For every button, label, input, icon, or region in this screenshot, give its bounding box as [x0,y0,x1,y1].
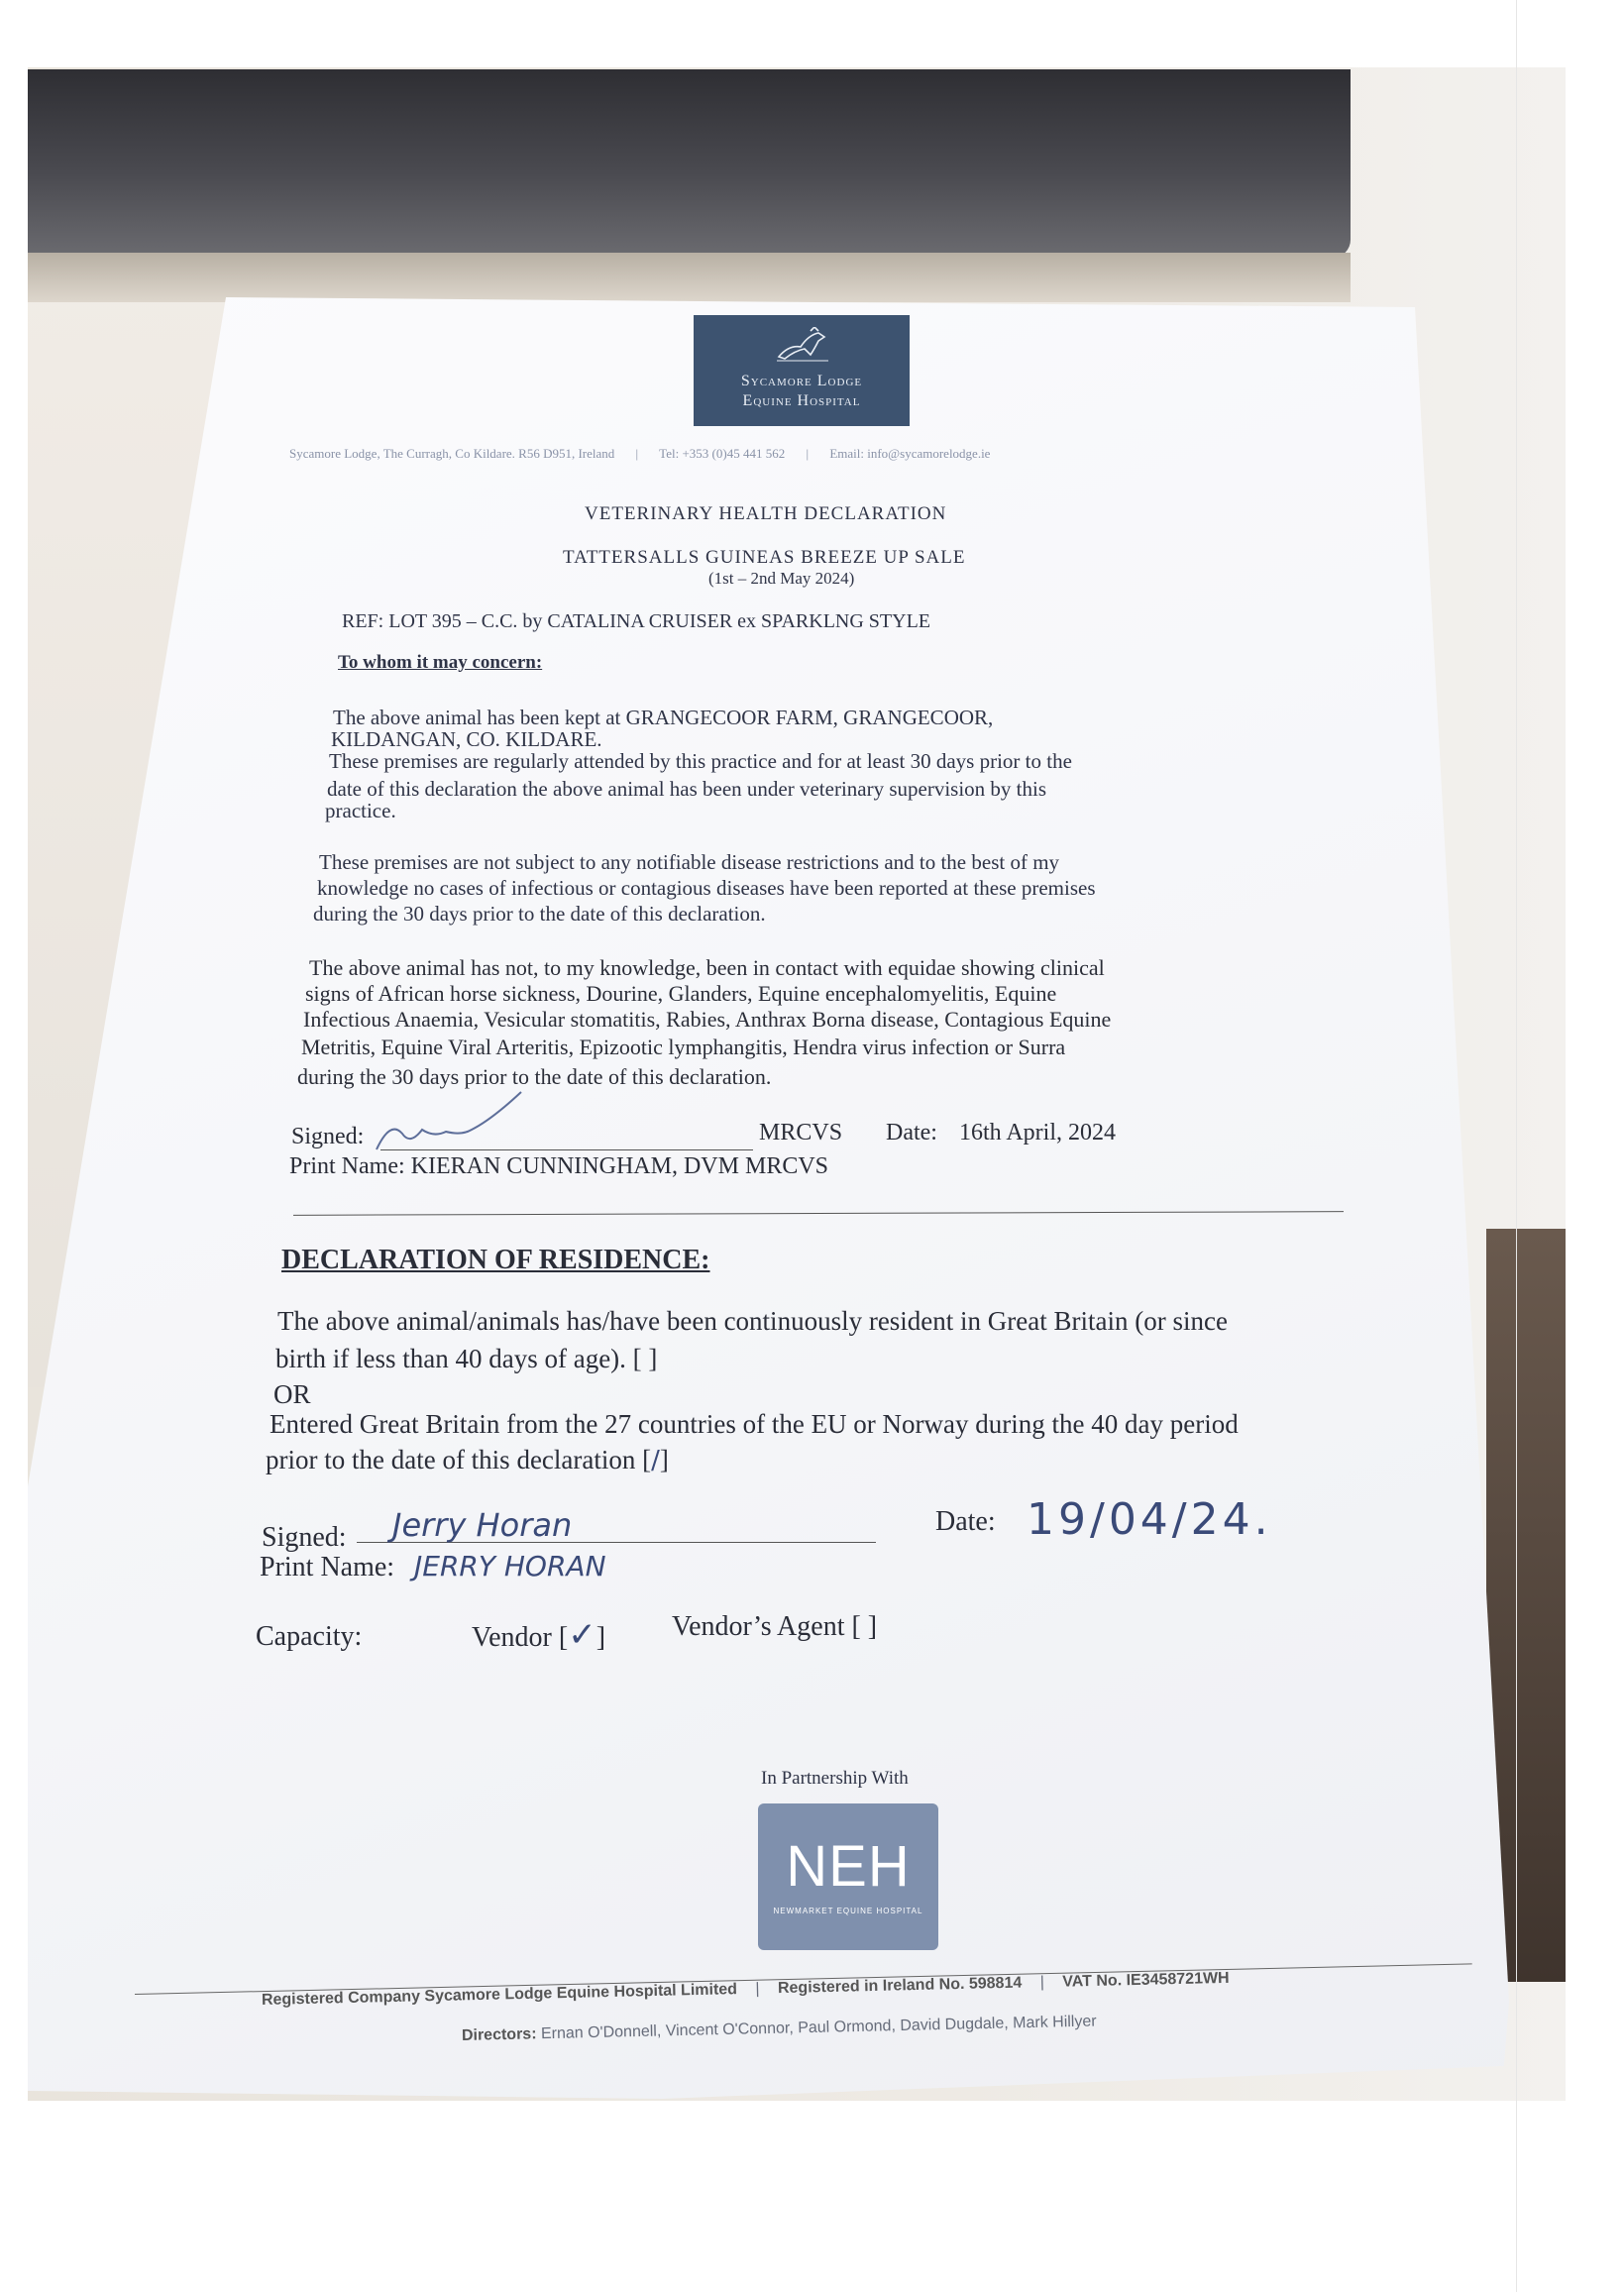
vendor-print-name-label: Print Name: [260,1552,395,1583]
para1-line: These premises are regularly attended by this practice and for at least 30 days prior to the [329,749,1072,773]
checkbox-close: ] [595,1622,606,1653]
email: Email: info@sycamorelodge.ie [829,446,991,461]
directors-label: Directors: [461,2025,537,2044]
partner-label: In Partnership With [761,1768,909,1789]
residence-line: Entered Great Britain from the 27 countries of the EU or Norway during the 40 day period [270,1409,1239,1439]
neh-logo [758,1803,938,1950]
footer-directors [462,2013,1097,2045]
residence-heading: DECLARATION OF RESIDENCE: [281,1245,710,1275]
reference-line: REF: LOT 395 – C.C. by CATALINA CRUISER ex SPARKLNG STYLE [342,610,931,632]
checkbox-close: ] [659,1445,669,1474]
section-divider [293,1211,1344,1216]
vet-title: MRCVS [759,1120,843,1146]
document-title: VETERINARY HEALTH DECLARATION [585,503,947,524]
vet-signed-label: Signed: [291,1124,365,1149]
vendor-signed-label: Signed: [262,1522,347,1553]
capacity-label: Capacity: [256,1621,363,1652]
logo-line-2: Equine Hospital [742,392,861,409]
residence-line [266,1445,669,1475]
footer-vat: VAT No. IE3458721WH [1062,1969,1230,1991]
vet-signature-scribble [373,1090,551,1159]
vendor-date-handwritten: 19/04/24. [1027,1494,1272,1545]
vendor-date-label: Date: [935,1506,996,1537]
vendor-tick: ✓ [568,1615,596,1655]
salutation: To whom it may concern: [338,652,543,673]
vendor-signature: Jerry Horan [392,1506,573,1544]
separator: | [806,446,810,461]
address: Sycamore Lodge, The Curragh, Co Kildare. R56 D951, Ireland [289,446,615,461]
sale-name: TATTERSALLS GUINEAS BREEZE UP SALE [563,547,966,568]
logo-line-1: Sycamore Lodge [740,373,863,389]
separator: | [635,446,639,461]
vet-date-label: Date: [886,1120,937,1146]
horse-rider-icon [775,327,830,363]
residence-line: birth if less than 40 days of age). [ ] [275,1344,658,1373]
separator: | [1039,1974,1045,1992]
para1-line: date of this declaration the above animal has been under veterinary supervision by this [327,777,1047,801]
para3-line: during the 30 days prior to the date of this declaration. [297,1064,772,1089]
neh-logo-text: NEH [786,1834,911,1899]
para1-line: KILDANGAN, CO. KILDARE. [331,727,602,751]
para1-line: practice. [325,799,396,822]
para3-line: signs of African horse sickness, Dourine, Glanders, Equine encephalomyelitis, Equine [305,981,1057,1006]
vendor-option [472,1615,605,1655]
hospital-logo [694,315,910,426]
residence-line: The above animal/animals has/have been continuously resident in Great Britain (or since [277,1306,1228,1336]
vendor-print-name-handwritten: JERRY HORAN [414,1550,606,1583]
agent-option: Vendor’s Agent [ ] [672,1611,878,1642]
directors-names: Ernan O'Donnell, Vincent O'Connor, Paul Ormond, David Dugdale, Mark Hillyer [540,2013,1097,2043]
neh-logo-subtext: NEWMARKET EQUINE HOSPITAL [773,1907,923,1915]
residence-line-text: prior to the date of this declaration [ [266,1445,652,1474]
sale-dates: (1st – 2nd May 2024) [708,569,855,588]
para3-line: Metritis, Equine Viral Arteritis, Epizootic lymphangitis, Hendra virus infection or Surra [301,1035,1066,1059]
para2-line: These premises are not subject to any notifiable disease restrictions and to the best of my [319,850,1060,874]
residence-or: OR [273,1379,311,1409]
eu-entry-tick: / [651,1446,660,1475]
footer-registered: Registered in Ireland No. 598814 [777,1974,1023,1998]
vet-date-value: 16th April, 2024 [959,1120,1117,1146]
separator: | [755,1980,760,1998]
vendor-option-text: Vendor [ [472,1622,569,1653]
telephone: Tel: +353 (0)45 441 562 [659,446,786,461]
para1-line: The above animal has been kept at GRANGECOOR FARM, GRANGECOOR, [333,706,994,729]
para3-line: Infectious Anaemia, Vesicular stomatitis, Rabies, Anthrax Borna disease, Contagious Equine [303,1007,1112,1032]
para3-line: The above animal has not, to my knowledge, been in contact with equidae showing clinical [309,955,1105,980]
footer-registration [262,1970,1230,2010]
letterhead-address [289,446,990,462]
para2-line: knowledge no cases of infectious or contagious diseases have been reported at these premises [317,876,1096,900]
para2-line: during the 30 days prior to the date of this declaration. [313,902,766,926]
footer-company: Registered Company Sycamore Lodge Equine Hospital Limited [261,1981,738,2009]
vet-print-name: Print Name: KIERAN CUNNINGHAM, DVM MRCVS [289,1153,829,1179]
